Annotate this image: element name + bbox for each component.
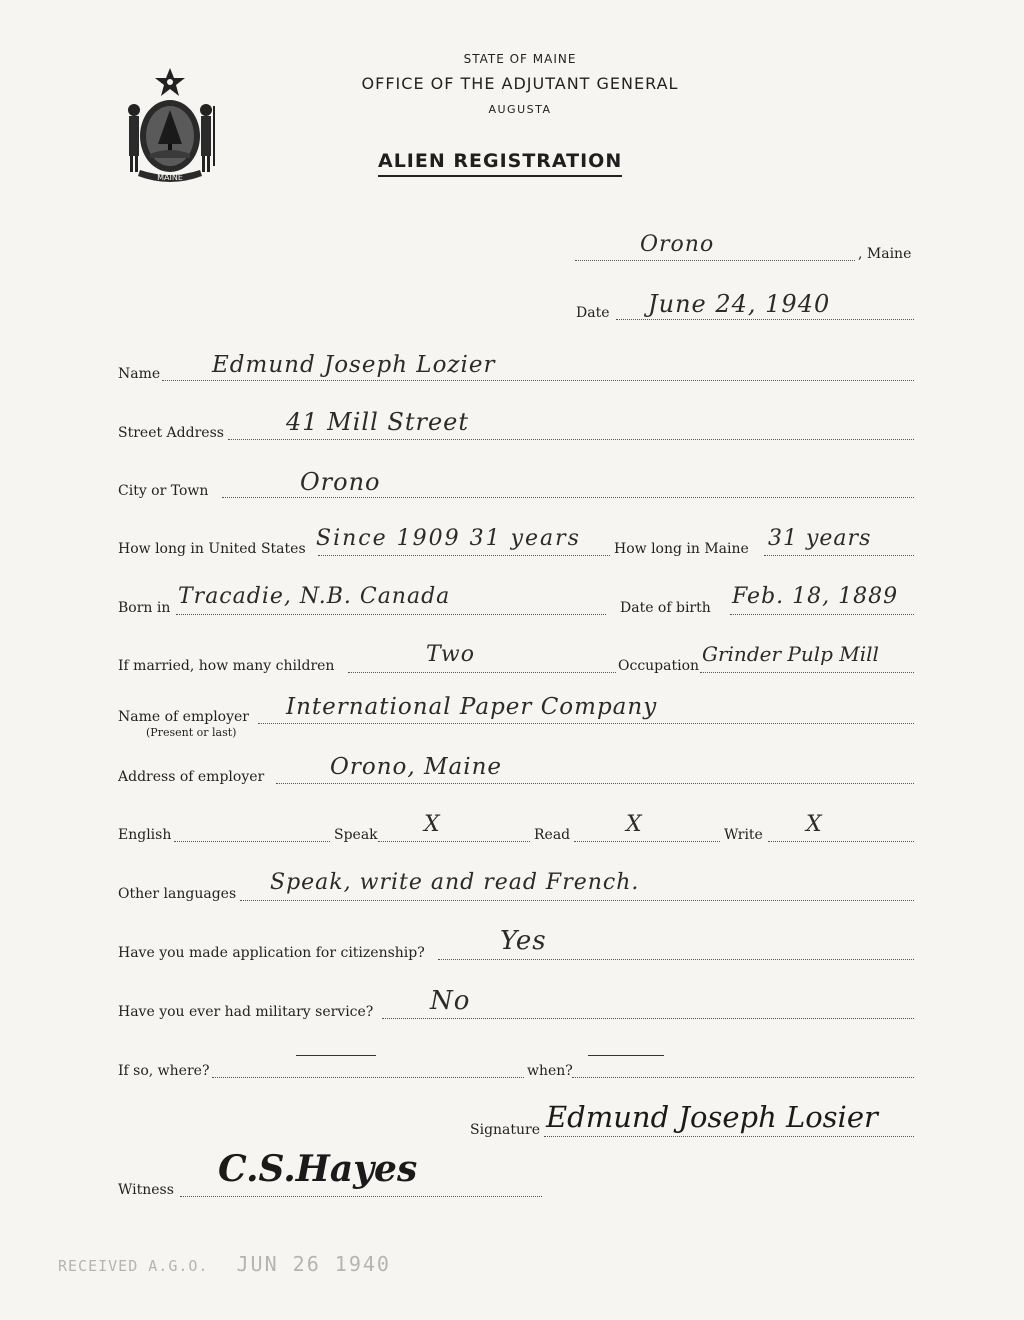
city-value: Orono [300,468,381,496]
employer-address-value: Orono, Maine [330,754,503,780]
write-label: Write [724,827,763,843]
born-in-line [176,614,606,615]
read-value: X [626,812,643,837]
if-so-where-line [212,1077,524,1078]
date-value: June 24, 1940 [648,290,831,318]
name-value: Edmund Joseph Lozier [212,352,496,378]
military-value: No [430,986,471,1016]
city-label: City or Town [118,483,209,499]
married-label: If married, how many children [118,658,335,674]
occupation-label: Occupation [618,658,700,674]
how-long-us-line [318,555,610,556]
how-long-maine-value: 31 years [768,526,872,551]
employer-line [258,723,914,724]
employer-note: (Present or last) [146,726,237,739]
where-dash [296,1055,376,1056]
how-long-maine-line [764,555,914,556]
citizenship-line [438,959,914,960]
header-city: AUGUSTA [488,103,552,116]
town-value: Orono [640,232,715,257]
date-line [616,319,914,320]
street-line [228,439,914,440]
english-line [174,841,330,842]
write-line [768,841,914,842]
stamp-received: RECEIVED A.G.O. [58,1257,209,1275]
when-label: when? [527,1063,573,1079]
town-line [575,260,855,261]
citizenship-value: Yes [500,926,547,956]
stamp-date: JUN 26 1940 [236,1252,391,1276]
born-in-label: Born in [118,600,171,616]
street-label: Street Address [118,425,224,441]
dob-value: Feb. 18, 1889 [732,584,899,609]
english-label: English [118,827,172,843]
city-line [222,497,914,498]
other-languages-label: Other languages [118,886,237,902]
born-in-value: Tracadie, N.B. Canada [178,584,451,609]
dob-line [730,614,914,615]
occupation-line [700,672,914,673]
street-value: 41 Mill Street [286,408,470,436]
read-label: Read [534,827,571,843]
how-long-us-value: Since 1909 31 years [316,526,581,551]
how-long-us-label: How long in United States [118,541,306,557]
read-line [574,841,720,842]
witness-line [180,1196,542,1197]
occupation-value: Grinder Pulp Mill [702,642,879,666]
employer-address-label: Address of employer [118,769,265,785]
witness-label: Witness [118,1182,174,1198]
signature-line [544,1136,914,1137]
name-label: Name [118,366,161,382]
speak-line [378,841,530,842]
employer-address-line [276,783,914,784]
write-value: X [806,812,823,837]
other-languages-line [240,900,914,901]
employer-value: International Paper Company [286,694,658,720]
date-label: Date [576,305,610,321]
military-line [382,1018,914,1019]
maine-label: , Maine [858,246,912,262]
header-office: OFFICE OF THE ADJUTANT GENERAL [361,74,679,93]
dob-label: Date of birth [620,600,711,616]
military-label: Have you ever had military service? [118,1004,374,1020]
page-title: ALIEN REGISTRATION [378,150,622,177]
how-long-maine-label: How long in Maine [614,541,749,557]
signature-label: Signature [470,1122,541,1138]
signature-value: Edmund Joseph Losier [546,1100,878,1134]
speak-value: X [424,812,441,837]
if-so-where-label: If so, where? [118,1063,210,1079]
seal-text: MAINE [157,173,183,182]
header-state: STATE OF MAINE [463,52,577,66]
citizenship-label: Have you made application for citizenship? [118,945,425,961]
employer-label: Name of employer [118,709,249,725]
speak-label: Speak [334,827,378,843]
other-languages-value: Speak, write and read French. [270,870,640,895]
witness-signature: C.S.Hayes [218,1148,418,1190]
when-line [572,1077,914,1078]
children-value: Two [426,642,475,667]
when-dash [588,1055,664,1056]
married-line [348,672,616,673]
name-line [162,380,914,381]
received-stamp [58,1252,391,1276]
